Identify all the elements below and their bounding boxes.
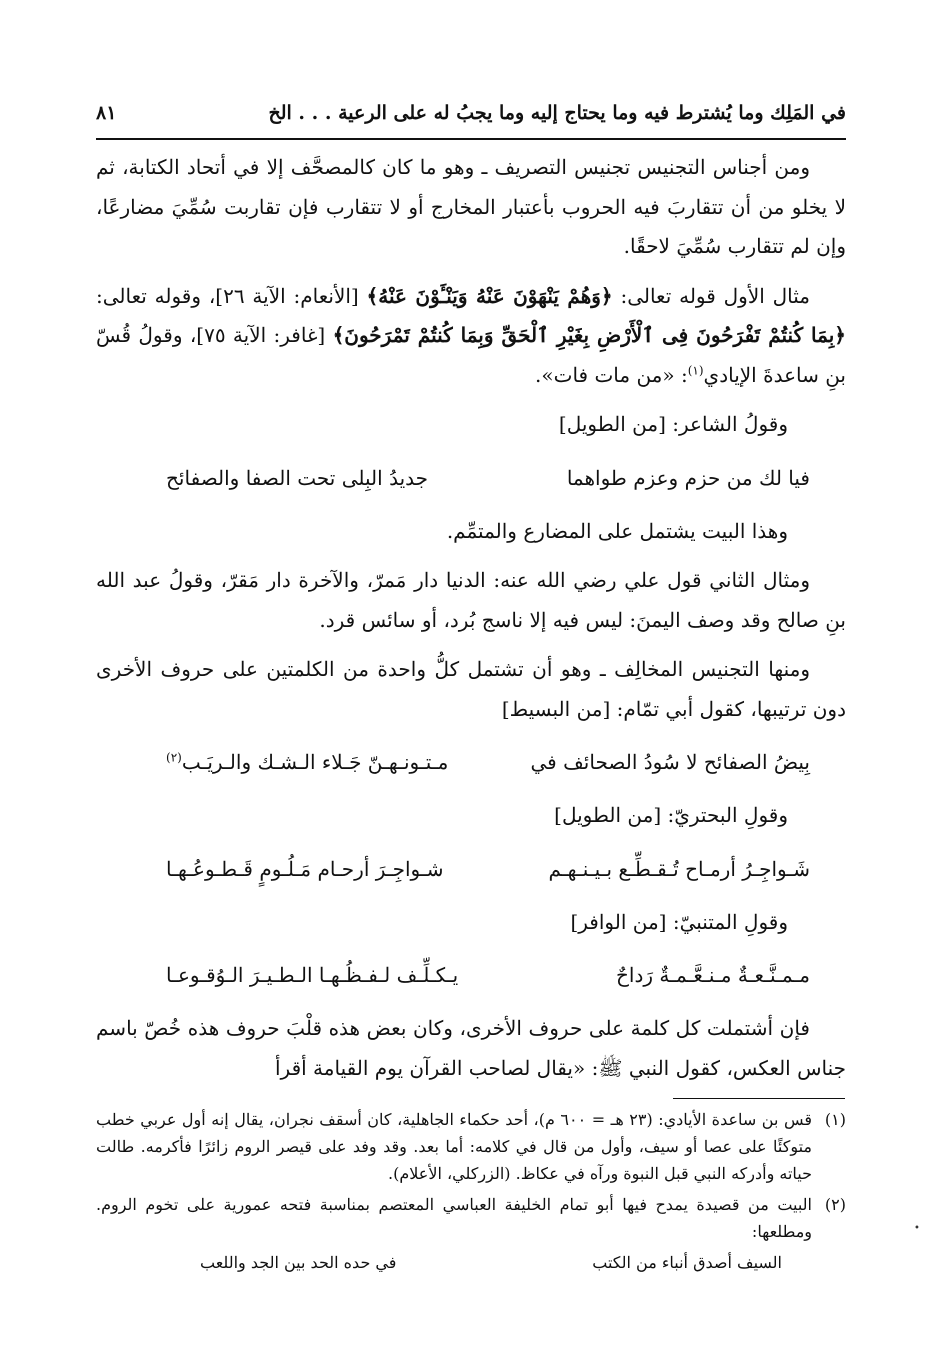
verse-second-hemistich: شـواجِـرَ أرحـام مَـلُـومٍ قَـطـوعُـهـا xyxy=(166,856,444,881)
paragraph-comment: وهذا البيت يشتمل على المضارع والمتمِّم. xyxy=(446,518,788,543)
verse-intro: وقولُ الشاعر: [من الطويل] xyxy=(558,412,788,436)
quran-quote: ﴿وَهُمْ يَنْهَوْنَ عَنْهُ وَيَنْـَٔوْنَ عَنْهُ﴾ xyxy=(366,283,613,308)
footnote-number: (٢) xyxy=(824,1195,846,1214)
header-title: في المَلِك وما يُشترط فيه وما يحتاج إليه وما يجبُ له على الرعية . . . الخ xyxy=(268,102,846,124)
poem-verse xyxy=(96,739,846,786)
footnote-marker[interactable]: (٢) xyxy=(166,750,182,765)
verse-first-hemistich: شَـواجِـرُ أرمـاح تُـقـطِّـع بـيـنـهـم xyxy=(548,856,810,881)
quran-quote: ﴿بِمَا كُنتُمْ تَفْرَحُونَ فِى ٱلْأَرْضِ بِغَيْرِ ٱلْحَقِّ وَبِمَا كُنتُمْ تَمْرَحُونَ﴾ xyxy=(332,323,846,347)
footnote-verse xyxy=(96,1249,846,1276)
text-segment: [غافر: الآية ٧٥]، وقولُ قُسّ بنِ ساعدةَ الإيادي xyxy=(96,323,846,387)
verse-second-hemistich xyxy=(166,743,448,782)
running-header xyxy=(96,92,846,134)
footnote-2 xyxy=(96,1191,846,1245)
footnote-text: قس بن ساعدة الأيادي: (٢٣ هـ = ٦٠٠ م)، أحد حكماء الجاهلية، كان أسقف نجران، يقال إنه أول عربي خطب متوكئًا على عصا أو سيف، وأول من قال في كلامه: أما بعد. وقد وفد على قيصر الروم زائرًا فأكرمه. طالت حياته وأدركه النبي قبل النبوة ورآه في عكاظ. (الزركلي، الأعلام). xyxy=(96,1110,813,1183)
poem-verse xyxy=(96,455,846,502)
verse-first-hemistich: فيا لك من حزم وعزم طواهما xyxy=(566,465,810,490)
poem-verse xyxy=(96,846,846,893)
verse-intro: وقولِ المتنبيّ: [من الوافر] xyxy=(570,909,788,934)
verse-second-hemistich: يـكـلِّـف لـفـظُـهـا الـطـيـرَ الـوُقـوعـا xyxy=(166,963,459,987)
header-rule xyxy=(96,138,846,140)
verse-first-hemistich: السيف أصدق أنباء من الكتب xyxy=(592,1253,782,1272)
paragraph-mukhalif: ومنها التجنيس المخالِف ـ وهو أن تشتمل كلُّ واحدة من الكلمتين على حروف الأخرى دون ترتيبها، كقول أبي تمّام: [من البسيط] xyxy=(96,657,846,721)
paragraph-examples xyxy=(96,277,846,396)
verse-intro: وقولِ البحتريّ: [من الطويل] xyxy=(554,803,788,827)
paragraph-second-example: ومثال الثاني قول علي رضي الله عنه: الدنيا دار مَمرّ، والآخرة دار مَقرّ، وقولُ عبد الله بنِ صالح وقد وصف اليمنَ: ليس فيه إلا ناسج بُرد، أو سائس قرد. xyxy=(96,568,846,632)
main-text xyxy=(96,148,846,1098)
scan-speck: • xyxy=(914,1223,920,1234)
footnote-marker[interactable]: (١) xyxy=(687,362,704,377)
verse-second-hemistich: في حده الحد بين الجد واللعب xyxy=(200,1253,397,1272)
footnote-text: البيت من قصيدة يمدح فيها أبو تمام الخليفة العباسي المعتصم بمناسبة فتحه عمورية على تخوم الروم. ومطلعها: xyxy=(96,1195,812,1241)
verse-second-hemistich: جديدُ البِلى تحت الصفا والصفائح xyxy=(166,465,428,490)
text-segment: [الأنعام: الآية ٢٦]، وقوله تعالى: xyxy=(96,283,367,308)
footnote-rule xyxy=(673,1098,845,1099)
footnotes xyxy=(96,1106,846,1276)
text-segment: : «من مات فات». xyxy=(535,362,688,387)
verse-first-hemistich: مـمـنَّـعـةٌ مـنـعَّـمـةٌ رَداحٌ xyxy=(616,963,810,987)
paragraph-tasrif: ومن أجناس التجنيس تجنيس التصريف ـ وهو ما كان كالمصحَّف إلا في أتحاد الكتابة، ثم لا يخلو من أن تتقاربَ فيه الحروب بأعتبار المخارج أو لا تتقارب فإن تقاربت سُمِّيَ مضارعًا، وإن لم تتقارب سُمِّيَ لاحقًا. xyxy=(96,155,846,258)
text-segment: مثال الأول قوله تعالى: xyxy=(612,283,810,308)
footnote-1 xyxy=(96,1106,846,1187)
page-number: ٨١ xyxy=(96,102,117,124)
footnote-number: (١) xyxy=(824,1110,846,1129)
hemistich-text: مـتـونـهـنّ جَـلاء الـشـك والـريَـب xyxy=(181,750,449,774)
paragraph-reversal: فإن أشتملت كل كلمة على حروف الأخرى، وكان بعض هذه قلْبَ حروف هذه خُصّ باسم جناس العكس، كقول النبي ﷺ: «يقال لصاحب القرآن يوم القيامة أقرأ xyxy=(96,1016,846,1080)
verse-first-hemistich: بِيضُ الصفائح لا سُودُ الصحائف في xyxy=(530,750,810,774)
poem-verse xyxy=(96,952,846,999)
